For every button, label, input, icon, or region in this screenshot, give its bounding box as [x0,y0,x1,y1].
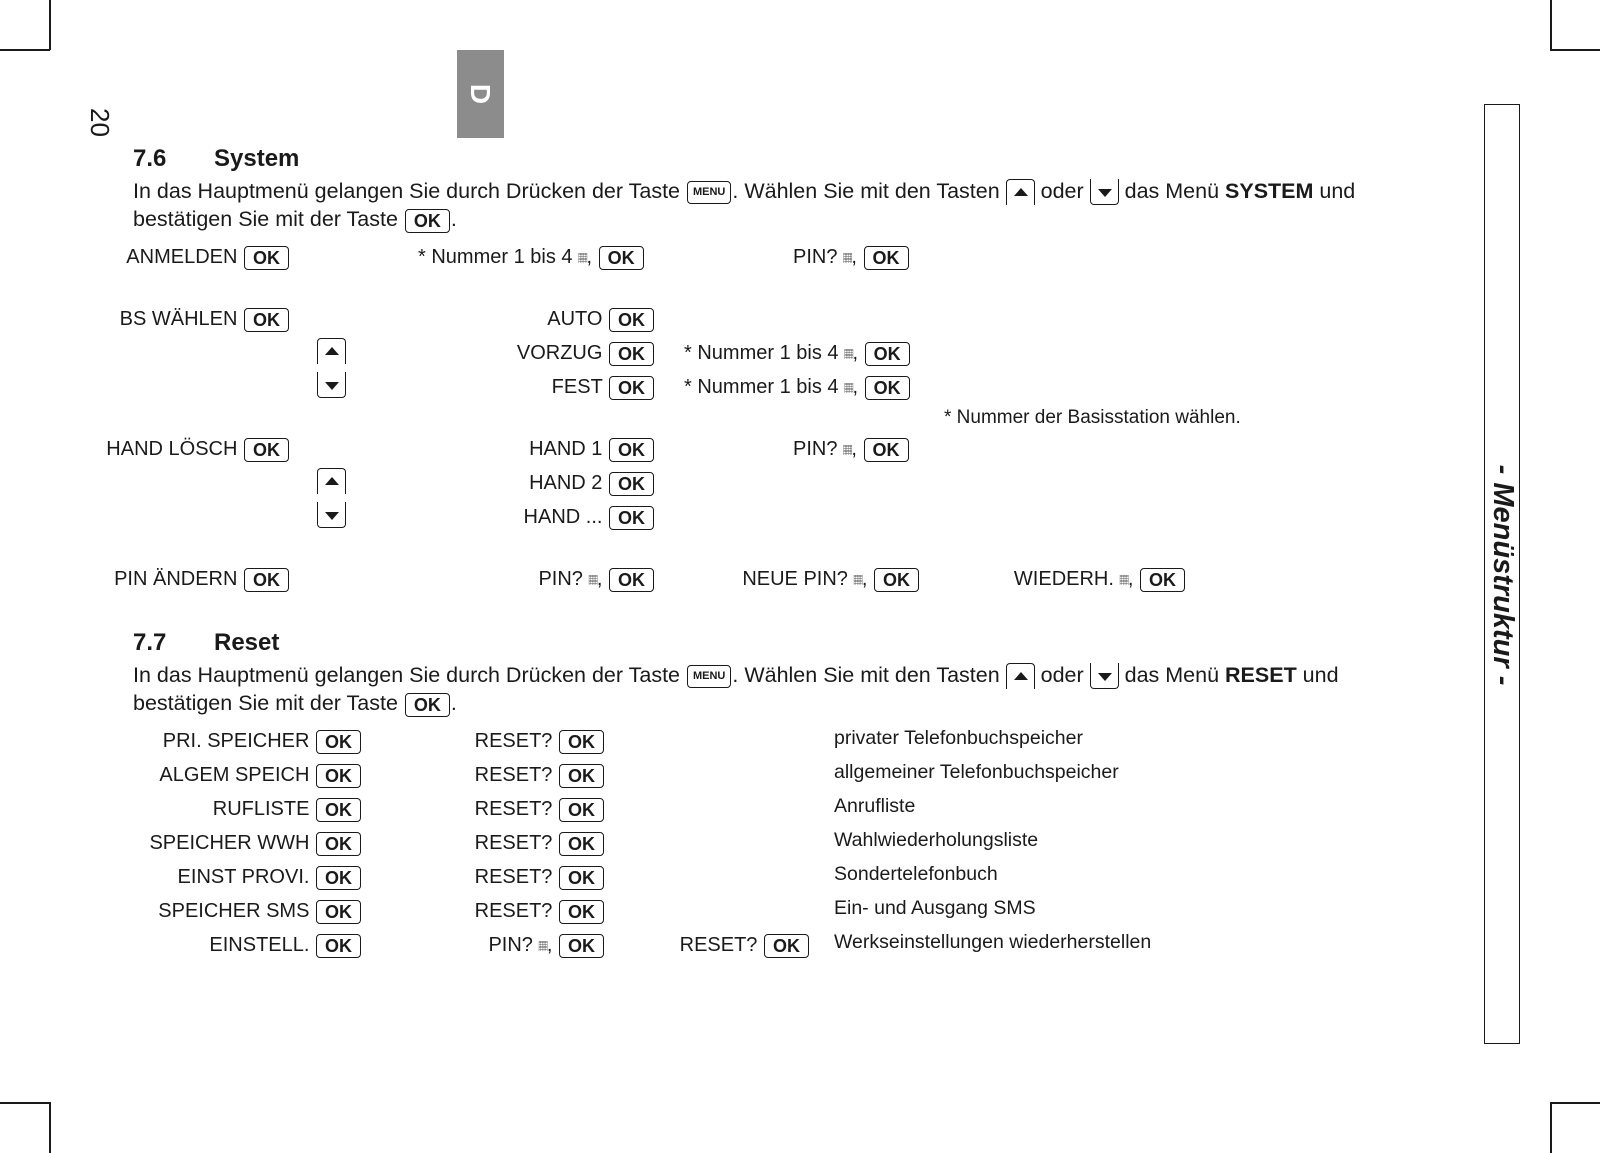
up-arrow-key-icon [1006,179,1035,205]
ok-key: OK [865,376,910,400]
ok-key: OK [559,900,604,924]
up-arrow-key-icon [1006,663,1035,689]
crop-mark [1550,49,1600,51]
ok-key: OK [559,934,604,958]
reset-item: EINSTELL. OK [209,932,362,958]
ok-key: OK [405,209,450,233]
reset-item: SPEICHER SMS OK [158,898,362,924]
side-label-box [1484,104,1520,1044]
menu-item-hand-loesch: HAND LÖSCH OK [106,436,290,462]
reset-description: Sondertelefonbuch [834,863,998,885]
section-heading-system: 7.6 System [133,145,300,172]
menu-item-pin-aendern: PIN ÄNDERN OK [114,566,290,592]
pin-prompt: PIN? 𝄜, OK [488,932,605,959]
crop-mark [49,1102,51,1153]
crop-mark [0,1102,50,1104]
repeat-pin-prompt: WIEDERH. 𝄜, OK [1014,566,1186,593]
reset-description: Wahlwiederholungsliste [834,829,1039,851]
ok-key: OK [405,693,450,717]
ok-key: OK [1140,568,1185,592]
ok-key: OK [316,900,361,924]
up-arrow-key-icon [317,338,346,364]
ok-key: OK [864,438,909,462]
down-arrow-key-icon [317,372,346,398]
number-prompt: * Nummer 1 bis 4 𝄜, OK [684,374,911,401]
ok-key: OK [865,342,910,366]
crop-mark [0,49,50,51]
menu-item-anmelden: ANMELDEN OK [126,244,290,270]
ok-key: OK [764,934,809,958]
reset-item: RUFLISTE OK [213,796,362,822]
ok-key: OK [874,568,919,592]
ok-key: OK [599,246,644,270]
reset-item: PRI. SPEICHER OK [163,728,362,754]
ok-key: OK [609,438,654,462]
ok-key: OK [244,438,289,462]
reset-description: Anrufliste [834,795,916,817]
keypad-icon: 𝄜 [538,938,547,954]
reset-item: SPEICHER WWH OK [149,830,362,856]
up-arrow-key-icon [317,468,346,494]
down-arrow-key-icon [317,502,346,528]
reset-confirm: RESET? OK [475,796,605,822]
down-arrow-key-icon [1090,179,1119,205]
keypad-icon: 𝄜 [843,442,852,458]
reset-confirm: RESET? OK [475,864,605,890]
ok-key: OK [559,832,604,856]
ok-key: OK [609,472,654,496]
reset-instructions: In das Hauptmenü gelangen Sie durch Drücken der Taste MENU . Wählen Sie mit den Tasten oder das Menü RESET und bestätigen Sie mit der Taste OK . [133,663,1339,716]
ok-key: OK [316,764,361,788]
reset-confirm: RESET? OK [475,762,605,788]
ok-key: OK [609,308,654,332]
ok-key: OK [316,832,361,856]
section-heading-reset: 7.7 Reset [133,629,280,656]
crop-mark [1550,0,1552,50]
number-prompt: * Nummer 1 bis 4 𝄜, OK [418,244,645,271]
pin-prompt: PIN? 𝄜, OK [538,566,655,593]
pin-prompt: PIN? 𝄜, OK [793,244,910,271]
pin-prompt: PIN? 𝄜, OK [793,436,910,463]
option-hand-2: HAND 2 OK [529,470,655,496]
ok-key: OK [559,730,604,754]
system-instructions: In das Hauptmenü gelangen Sie durch Drücken der Taste MENU . Wählen Sie mit den Tasten oder das Menü SYSTEM und bestätigen Sie mit der Taste OK . [133,179,1356,232]
reset-confirm: RESET? OK [475,728,605,754]
ok-key: OK [316,934,361,958]
keypad-icon: 𝄜 [578,250,587,266]
keypad-icon: 𝄜 [853,572,862,588]
reset-item: EINST PROVI. OK [178,864,362,890]
ok-key: OK [244,308,289,332]
basis-note: * Nummer der Basisstation wählen. [944,407,1241,428]
down-arrow-key-icon [1090,663,1119,689]
reset-description: Werkseinstellungen wiederherstellen [834,931,1152,953]
reset-confirm: RESET? OK [475,830,605,856]
option-fest: FEST OK [552,374,655,400]
option-hand-more: HAND ... OK [524,504,655,530]
ok-key: OK [559,866,604,890]
keypad-icon: 𝄜 [843,250,852,266]
keypad-icon: 𝄜 [844,380,853,396]
ok-key: OK [244,568,289,592]
ok-key: OK [559,764,604,788]
ok-key: OK [559,798,604,822]
page-number: 20 [85,108,115,137]
reset-description: privater Telefonbuchspeicher [834,727,1083,749]
reset-description: Ein- und Ausgang SMS [834,897,1036,919]
ok-key: OK [316,798,361,822]
ok-key: OK [316,866,361,890]
number-prompt: * Nummer 1 bis 4 𝄜, OK [684,340,911,367]
ok-key: OK [609,568,654,592]
option-hand-1: HAND 1 OK [529,436,655,462]
reset-item: ALGEM SPEICH OK [159,762,362,788]
reset-confirm: RESET? OK [680,932,810,958]
new-pin-prompt: NEUE PIN? 𝄜, OK [742,566,920,593]
ok-key: OK [316,730,361,754]
menu-item-bs-waehlen: BS WÄHLEN OK [120,306,290,332]
keypad-icon: 𝄜 [1119,572,1128,588]
side-label: - Menüstruktur - [1487,464,1520,686]
ok-key: OK [609,506,654,530]
crop-mark [49,0,51,50]
menu-key: MENU [687,181,731,204]
keypad-icon: 𝄜 [844,346,853,362]
crop-mark [1550,1102,1552,1153]
reset-description: allgemeiner Telefonbuchspeicher [834,761,1119,783]
language-tab: D [457,50,504,138]
crop-mark [1550,1102,1600,1104]
ok-key: OK [609,376,654,400]
ok-key: OK [244,246,289,270]
ok-key: OK [864,246,909,270]
menu-key: MENU [687,665,731,688]
option-vorzug: VORZUG OK [517,340,655,366]
keypad-icon: 𝄜 [588,572,597,588]
option-auto: AUTO OK [547,306,655,332]
ok-key: OK [609,342,654,366]
reset-confirm: RESET? OK [475,898,605,924]
